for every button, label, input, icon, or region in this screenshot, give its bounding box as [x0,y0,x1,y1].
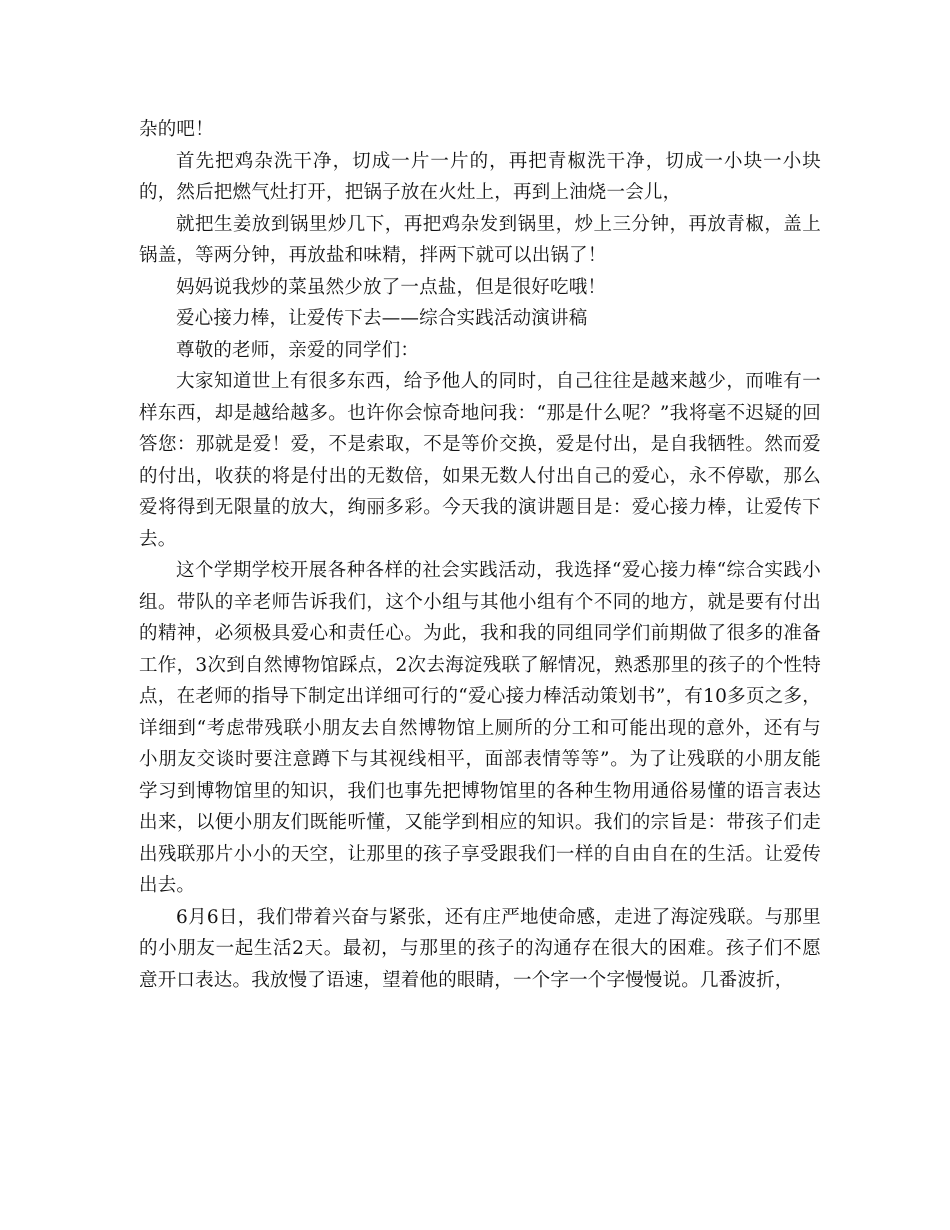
paragraph-continuation: 杂的吧！ [139,119,214,140]
paragraph-love-intro: 大家知道世上有很多东西，给予他人的同时，自己往往是越来越少，而唯有一样东西，却是越给越多。也许你会惊奇地问我：“那是什么呢？”我将毫不迟疑的回答您：那就是爱！爱，不是索取，不是等价交换，爱是付出，是自我牺牲。然而爱的付出，收获的将是付出的无数倍，如果无数人付出自己的爱心，永不停歇，那么爱将得到无限量的放大，绚丽多彩。今天我的演讲题目是：爱心接力棒，让爱传下去。 [139,371,821,550]
speech-greeting: 尊敬的老师，亲爱的同学们： [176,339,420,361]
document-body [139,114,821,996]
paragraph-stir-fry: 就把生姜放到锅里炒几下，再把鸡杂发到锅里，炒上三分钟，再放青椒，盖上锅盖，等两分钟，再放盐和味精，拌两下就可以出锅了！ [139,213,821,266]
paragraph-mom-comment: 妈妈说我炒的菜虽然少放了一点盐，但是很好吃哦！ [176,276,607,298]
paragraph-wash-ingredients: 首先把鸡杂洗干净，切成一片一片的，再把青椒洗干净，切成一小块一小块的，然后把燃气灶打开，把锅子放在火灶上，再到上油烧一会儿， [139,150,821,203]
speech-title: 爱心接力棒，让爱传下去——综合实践活动演讲稿 [176,308,588,329]
paragraph-activity-prep: 这个学期学校开展各种各样的社会实践活动，我选择“爱心接力棒“综合实践小组。带队的辛老师告诉我们，这个小组与其他小组有个不同的地方，就是要有付出的精神，必须极具爱心和责任心。为此，我和我的同组同学们前期做了很多的准备工作，3次到自然博物馆踩点，2次去海淀残联了解情况，熟悉那里的孩子的个性特点，在老师的指导下制定出详细可行的“爱心接力棒活动策划书”，有10多页之多，详细到“考虑带残联小朋友去自然博物馆上厕所的分工和可能出现的意外，还有与小朋友交谈时要注意蹲下与其视线相平，面部表情等等”。为了让残联的小朋友能学习到博物馆里的知识，我们也事先把博物馆里的各种生物用通俗易懂的语言表达出来，以便小朋友们既能听懂，又能学到相应的知识。我们的宗旨是：带孩子们走出残联那片小小的天空，让那里的孩子享受跟我们一样的自由自在的生活。让爱传出去。 [139,560,821,896]
paragraph-june-visit: 6月6日，我们带着兴奋与紧张，还有庄严地使命感，走进了海淀残联。与那里的小朋友一起生活2天。最初，与那里的孩子的沟通存在很大的困难。孩子们不愿意开口表达。我放慢了语速，望着他的眼睛，一个字一个字慢慢说。几番波折， [139,906,821,991]
